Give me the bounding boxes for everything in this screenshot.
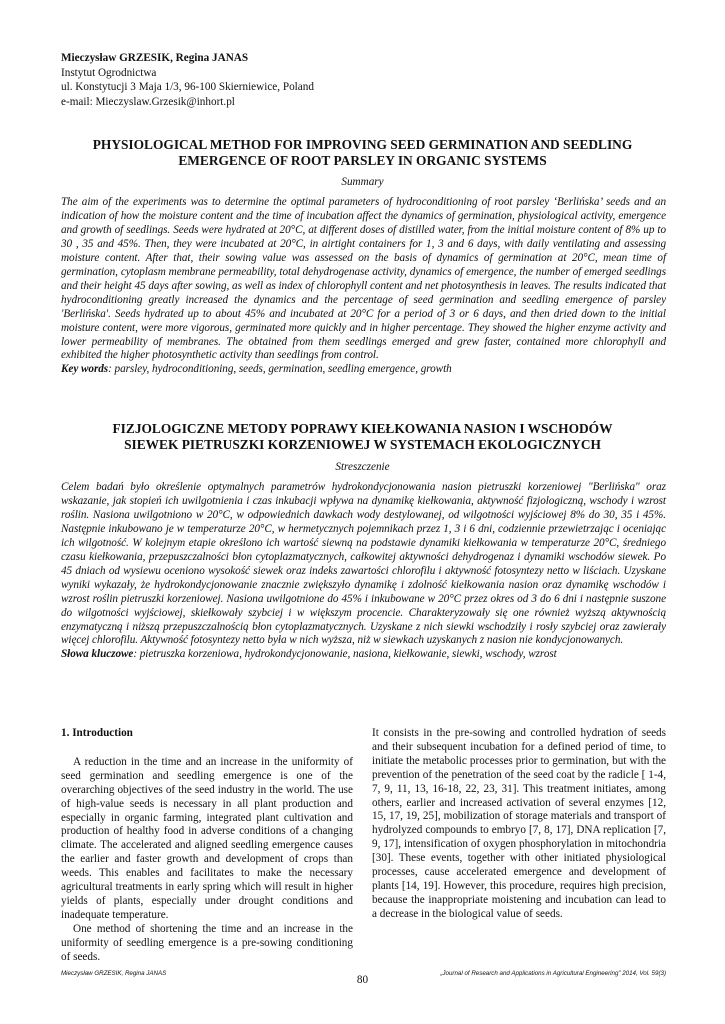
- author-institute: Instytut Ogrodnictwa: [61, 66, 157, 79]
- polish-abstract: [61, 481, 666, 662]
- english-keywords: : parsley, hydroconditioning, seeds, germination, seedling emergence, growth: [108, 363, 452, 376]
- polish-abstract-text: Celem badań było określenie optymalnych parametrów hydrokondycjonowania nasion pietruszki korzeniowej "Berlińska" oraz wskazanie, jak stopień ich uwilgotnienia i czas inkubacji wpływa na dynamikę kiełkowania, aktywność fizjologiczną, wschody i wzrost roślin. Nasiona uwilgotniono w 20°C, w odpowiednich dawkach wody destylowanej, od wilgotności wyjściowej 8% do 30, 35 i 45%. Następnie inkubowano je w temperaturze 20°C, w hermetycznych pojemnikach przez 1, 3 i 6 dni, codziennie przewietrzając i oceniając ich wilgotność. W kolejnym etapie określono ich wartość siewną na podstawie dynamiki kiełkowania w temperaturze 20°C, średniego czasu kiełkowania, przepuszczalności błon cytoplazmatycznych, całkowitej aktywności dehydrogenaz i dynamiki wschodów siewek. Po 45 dniach od wysiewu oceniono wysokość siewek oraz indeks zawartości chlorofilu i aktywność fotosyntezy netto w liściach. Uzyskane wyniki wykazały, że hydrokondycjonowanie znacznie zwiększyło dynamikę i zdolność kiełkowania nasion oraz dynamikę wschodów i wzrost roślin pietruszki korzeniowej. Nasiona uwilgotnione do 45% i inkubowane w 20°C przez okres od 3 do 6 dni i następnie suszone do wilgotności wyjściowej, skiełkowały szybciej i w większym procencie. Charakteryzowały się one również wyższą aktywnością enzymatyczną i niższą przepuszczalnością błon cytoplazmatycznych. Uzyskane z nich siewki wschodziły i rosły szybciej oraz zawierały więcej chlorofilu. Aktywność fotosyntezy netto była w nich wyższa, niż w siewkach uzyskanych z nasion nie kondycjonowanych.: [61, 481, 666, 647]
- polish-title-line2: SIEWEK PIETRUSZKI KORZENIOWEJ W SYSTEMACH EKOLOGICZNYCH: [124, 437, 601, 452]
- author-address: ul. Konstytucji 3 Maja 1/3, 96-100 Skierniewice, Poland: [61, 81, 314, 94]
- polish-keywords: : pietruszka korzeniowa, hydrokondycjonowanie, nasiona, kiełkowanie, siewki, wschody, wzrost: [133, 648, 557, 661]
- page-number: 80: [356, 974, 369, 986]
- english-abstract: [61, 196, 666, 377]
- english-title: [61, 137, 664, 169]
- footer-authors: Mieczysław GRZESIK, Regina JANAS: [61, 970, 167, 977]
- intro-paragraph-continued: It consists in the pre-sowing and controlled hydration of seeds and their subsequent incubation for a defined period of time, to initiate the metabolic processes prior to germination, but with the prevention of the penetration of the seed coat by the radicle [ 1-4, 7, 9, 11, 13, 16-18, 22, 23, 31]. This treatment initiates, among others, earlier and increased activation of several enzymes [12, 15, 17, 19, 25], mobilization of storage materials and transport of hydrolyzed compounds to embryo [7, 8, 17], DNA replication [7, 9, 17], intensification of oxygen phosphorylation in mitochondria [30]. These events, together with other initiated physiological processes, cause accelerated emergence and development of plants [14, 19]. However, this procedure, requires high precision, because the inappropriate moistening and incubation can lead to a decrease in the biological value of seeds.: [372, 727, 666, 920]
- author-names: Mieczysław GRZESIK, Regina JANAS: [61, 52, 249, 64]
- polish-title: [61, 421, 664, 453]
- intro-paragraph-1: A reduction in the time and an increase in the uniformity of seed germination and seedling emergence is one of the overarching objectives of the seed industry in the world. The use of high-value seeds is necessary in all plant production and especially in organic farming, integrated plant cultivation and production of healthy food in adverse conditions of a changing climate. The accelerated and aligned seedling emergence causes the earlier and faster growth and development of crops than weeds. This enables and facilitates to make the necessary agricultural treatments in early spring which will result in higher yields of plants, especially under drought conditions and inadequate temperature.: [61, 755, 353, 921]
- body-right-column: [372, 727, 666, 922]
- summary-heading: Summary: [341, 176, 384, 188]
- footer-journal: „Journal of Research and Applications in Agricultural Engineering” 2014, Vol. 59(3): [440, 970, 666, 977]
- polish-keywords-label: Słowa kluczowe: [61, 648, 134, 661]
- english-title-line1: PHYSIOLOGICAL METHOD FOR IMPROVING SEED GERMINATION AND SEEDLING: [92, 137, 633, 152]
- section-heading-introduction: 1. Introduction: [61, 727, 133, 739]
- polish-title-line1: FIZJOLOGICZNE METODY POPRAWY KIEŁKOWANIA NASION I WSCHODÓW: [112, 421, 613, 436]
- author-block: [61, 51, 314, 109]
- body-left-column: [61, 727, 353, 965]
- author-email: e-mail: Mieczyslaw.Grzesik@inhort.pl: [61, 95, 235, 108]
- english-abstract-text: The aim of the experiments was to determine the optimal parameters of hydroconditioning of root parsley ‘Berlińska’ seeds and an indication of how the moisture content and the time of incubation affect the dynamics of germination, physiological activity, emergence and growth of seedlings. Seeds were hydrated at 20°C, at different doses of distilled water, from the initial moisture content of 8% up to 30 , 35 and 45%. Then, they were incubated at 20°C, in airtight containers for 1, 3 and 6 days, with daily ventilating and assessing moisture content. After that, their sowing value was assessed on the basis of dynamics of germination at 20°C, mean time of germination, cytoplasm membrane permeability, total dehydrogenase activity, dynamics of emergence, the number of emerged seedlings and their height 45 days after sowing, as well as index of chlorophyll content and net photosynthesis in leaves. The results indicated that hydroconditioning greatly increased the dynamics and the percentage of seed germination and seedling emergence of parsley 'Berlińska'. Seeds hydrated up to about 45% and incubated at 20°C for a period of 3 or 6 days, and then dried down to the initial moisture content, were more vigorous, germinated more quickly and in higher percentage. They showed the higher enzyme activity and lower permeability of membranes. The obtained from them seedlings emerged and grew faster, contained more chlorophyll and exhibited the higher photosynthetic activity than seedlings from control.: [61, 196, 666, 362]
- english-keywords-label: Key words: [61, 363, 109, 376]
- intro-paragraph-2: One method of shortening the time and an increase in the uniformity of seedling emergence is a pre-sowing conditioning of seeds.: [61, 922, 353, 963]
- streszczenie-heading: Streszczenie: [335, 461, 390, 473]
- english-title-line2: EMERGENCE OF ROOT PARSLEY IN ORGANIC SYSTEMS: [178, 153, 547, 168]
